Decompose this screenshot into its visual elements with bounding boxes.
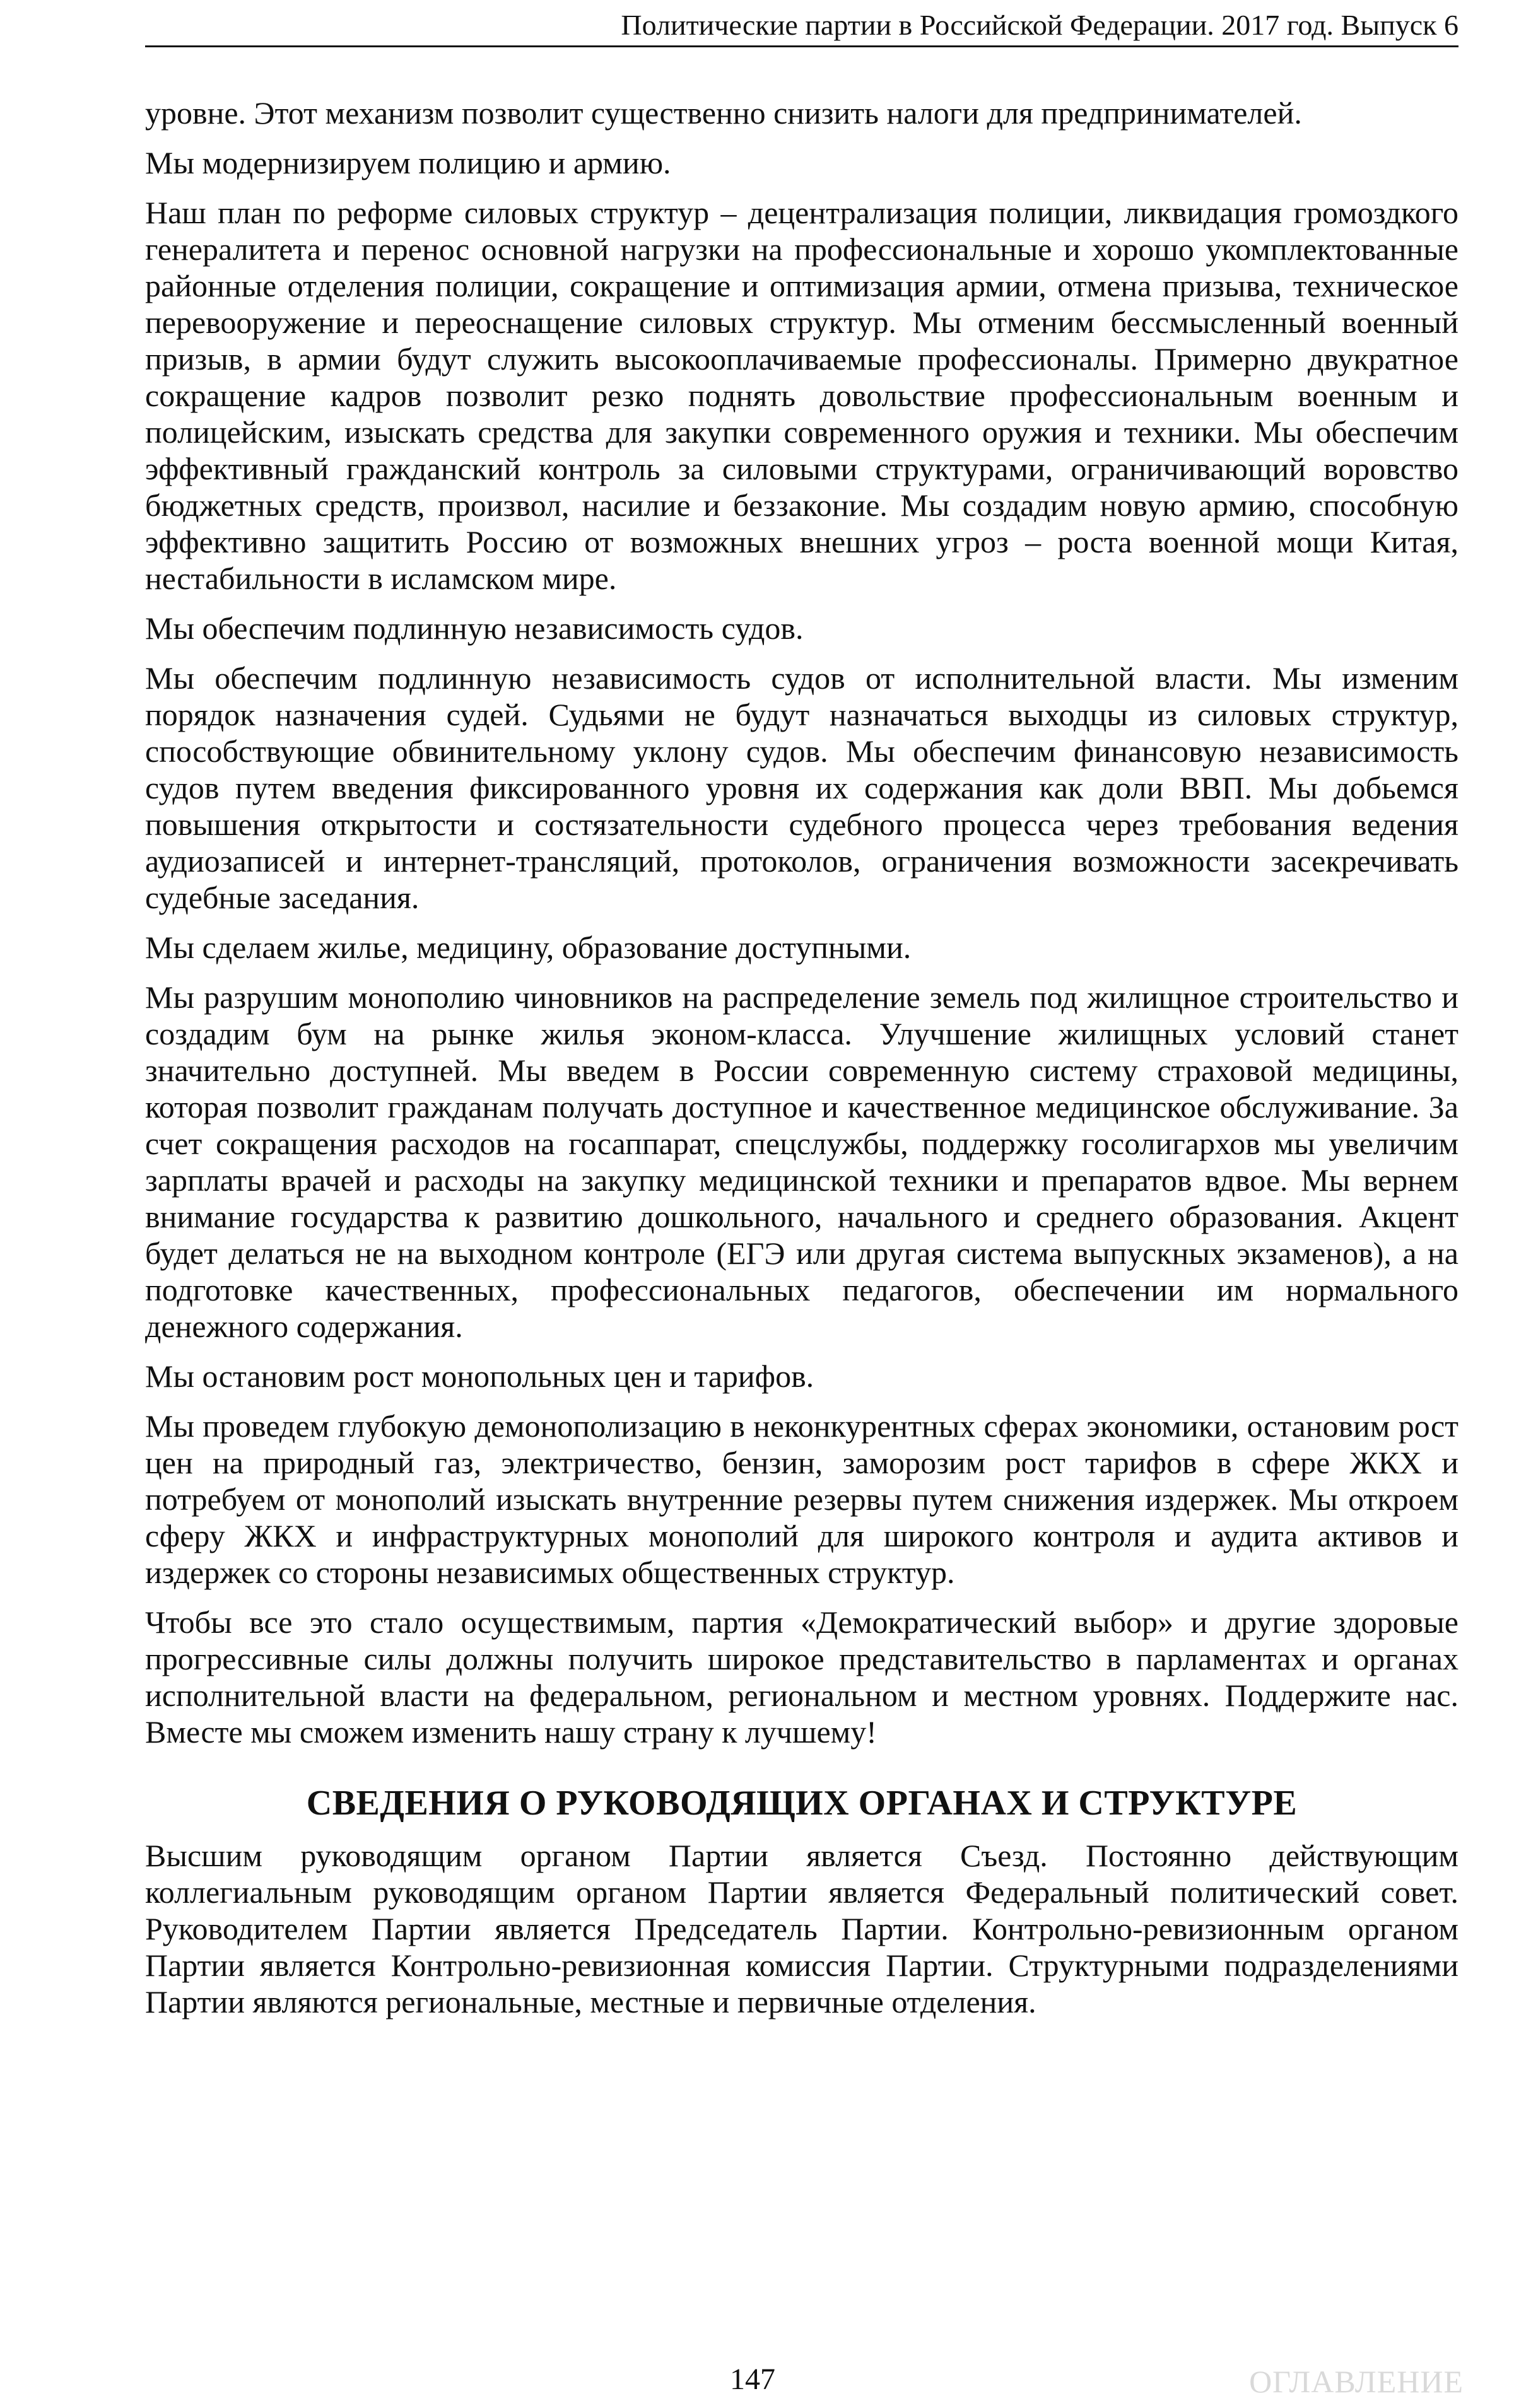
paragraph-2: Мы модернизируем полицию и армию.: [145, 145, 671, 180]
paragraph-4: Мы обеспечим подлинную независимость судов.: [145, 611, 804, 646]
running-header: [145, 6, 1458, 47]
paragraph-6: Мы сделаем жилье, медицину, образование доступными.: [145, 930, 912, 965]
paragraph-8: Мы остановим рост монопольных цен и тарифов.: [145, 1359, 814, 1394]
section-heading: СВЕДЕНИЯ О РУКОВОДЯЩИХ ОРГАНАХ И СТРУКТУРЕ: [306, 1784, 1298, 1823]
paragraph-5: Мы обеспечим подлинную независимость судов от исполнительной власти. Мы изменим порядок назначения судей. Судьями не будут назначаться выходцы из силовых структур, способствующие обвинительному уклону судов. Мы обеспечим финансовую независимость судов путем введения фиксированного уровня их содержания как доли ВВП. Мы добьемся повышения открытости и состязательности судебного процесса через требования ведения аудиозаписей и интернет-трансляций, протоколов, ограничения возможности засекречивать судебные заседания.: [145, 660, 1458, 915]
document-body: [145, 95, 1458, 2033]
paragraph-1: уровне. Этот механизм позволит существенно снизить налоги для предпринимателей.: [145, 95, 1302, 131]
table-of-contents-link[interactable]: ОГЛАВЛЕНИЕ: [1249, 2364, 1464, 2399]
paragraph-9: Мы проведем глубокую демонополизацию в неконкурентных сферах экономики, остановим рост цен на природный газ, электричество, бензин, заморозим рост тарифов в сфере ЖКХ и потребуем от монополий изыскать внутренние резервы путем снижения издержек. Мы откроем сферу ЖКХ и инфраструктурных монополий для широкого контроля и аудита активов и издержек со стороны независимых общественных структур.: [145, 1408, 1458, 1590]
section-paragraph: Высшим руководящим органом Партии является Съезд. Постоянно действующим коллегиальным руководящим органом Партии является Федеральный политический совет. Руководителем Партии является Председатель Партии. Контрольно-ревизионным органом Партии является Контрольно-ревизионная комиссия Партии. Структурными подразделениями Партии являются региональные, местные и первичные отделения.: [145, 1838, 1458, 2019]
paragraph-3: Наш план по реформе силовых структур – децентрализация полиции, ликвидация громоздкого генералитета и перенос основной нагрузки на профессиональные и хорошо укомплектованные районные отделения полиции, сокращение и оптимизация армии, отмена призыва, техническое перевооружение и переоснащение силовых структур. Мы отменим бессмысленный военный призыв, в армии будут служить высокооплачиваемые профессионалы. Примерно двукратное сокращение кадров позволит резко поднять довольствие профессиональным военным и полицейским, изыскать средства для закупки современного оружия и техники. Мы обеспечим эффективный гражданский контроль за силовыми структурами, ограничивающий воровство бюджетных средств, произвол, насилие и беззаконие. Мы создадим новую армию, способную эффективно защитить Россию от возможных внешних угроз – роста военной мощи Китая, нестабильности в исламском мире.: [145, 195, 1458, 596]
page-number: 147: [730, 2363, 775, 2396]
paragraph-7: Мы разрушим монополию чиновников на распределение земель под жилищное строительство и создадим бум на рынке жилья эконом-класса. Улучшение жилищных условий станет значительно доступней. Мы введем в России современную систему страховой медицины, которая позволит гражданам получать доступное и качественное медицинское обслуживание. За счет сокращения расходов на госаппарат, спецслужбы, поддержку госолигархов мы увеличим зарплаты врачей и расходы на закупку медицинской техники и препаратов вдвое. Мы вернем внимание государства к развитию дошкольного, начального и среднего образования. Акцент будет делаться не на выходном контроле (ЕГЭ или другая система выпускных экзаменов), а на подготовке качественных, профессиональных педагогов, обеспечении им нормального денежного содержания.: [145, 979, 1458, 1344]
publication-title: Политические партии в Российской Федерации. 2017 год. Выпуск 6: [621, 9, 1458, 41]
paragraph-10: Чтобы все это стало осуществимым, партия «Демократический выбор» и другие здоровые прогрессивные силы должны получить широкое представительство в парламентах и органах исполнительной власти на федеральном, региональном и местном уровнях. Поддержите нас. Вместе мы сможем изменить нашу страну к лучшему!: [145, 1604, 1458, 1750]
